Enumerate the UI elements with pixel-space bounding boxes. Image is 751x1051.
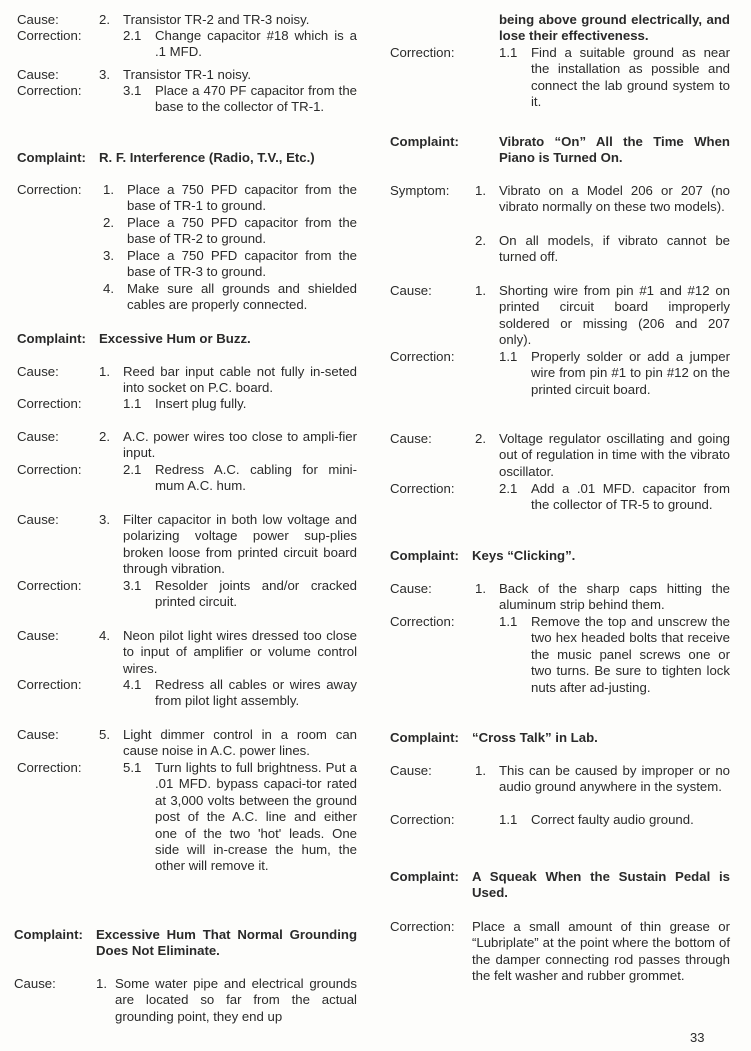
complaint-label: Complaint:	[390, 134, 459, 149]
complaint-heading	[390, 134, 730, 167]
correction-text: Add a .01 MFD. capacitor from the collector of TR-5 to ground.	[531, 481, 730, 513]
complaint-title: R. F. Interference (Radio, T.V., Etc.)	[99, 150, 315, 165]
correction-text: Change capacitor #18 which is a .1 MFD.	[155, 28, 357, 60]
cause-label: Cause:	[17, 364, 59, 379]
cause-label: Cause:	[17, 628, 59, 643]
correction-label: Correction:	[17, 396, 82, 411]
symptom-text: On all models, if vibrato cannot be turned off.	[499, 233, 730, 265]
cause-entry	[390, 581, 730, 614]
correction-text: Place a 750 PFD capacitor from the base of TR-1 to ground.	[127, 182, 357, 214]
item-number: 3.	[99, 512, 110, 527]
complaint-heading	[390, 548, 730, 564]
complaint-label: Complaint:	[17, 331, 86, 346]
cause-text-continued: being above ground electrically, and lose their effectiveness.	[499, 12, 730, 44]
correction-label: Correction:	[17, 28, 82, 43]
correction-entry	[17, 578, 357, 611]
cause-entry	[390, 763, 730, 796]
item-number: 3.	[99, 67, 110, 82]
cause-text: Filter capacitor in both low voltage and polarizing voltage power sup-plies broken loose from printed circuit board through vibration.	[123, 512, 357, 577]
page-number: 33	[690, 1030, 705, 1045]
correction-label: Correction:	[17, 677, 82, 692]
correction-entry	[17, 215, 357, 248]
symptom-entry	[390, 183, 730, 216]
cause-entry	[17, 512, 357, 578]
item-number: 3.	[103, 248, 114, 263]
cause-label: Cause:	[17, 67, 59, 82]
item-number: 4.1	[123, 677, 142, 692]
correction-text: Resolder joints and/or cracked printed circuit.	[155, 578, 357, 610]
cause-text: Neon pilot light wires dressed too close to input of amplifier or volume control wires.	[123, 628, 357, 676]
cause-label: Cause:	[390, 431, 432, 446]
item-number: 1.1	[123, 396, 142, 411]
cause-text: This can be caused by improper or no audio ground anywhere in the system.	[499, 763, 730, 795]
item-number: 3.1	[123, 578, 142, 593]
cause-text: Voltage regulator oscillating and going out of regulation in time with the vibrato oscillator.	[499, 431, 730, 479]
complaint-label: Complaint:	[390, 548, 459, 563]
cause-text: Back of the sharp caps hitting the aluminum strip behind them.	[499, 581, 730, 613]
symptom-text: Vibrato on a Model 206 or 207 (no vibrato normally on these two models).	[499, 183, 730, 215]
cause-label: Cause:	[14, 976, 56, 991]
correction-label: Correction:	[390, 481, 455, 496]
item-number: 2.1	[123, 462, 142, 477]
cause-entry	[17, 67, 357, 83]
cause-entry	[17, 628, 357, 677]
item-number: 1.	[103, 182, 114, 197]
correction-text: Turn lights to full brightness. Put a .01 MFD. bypass capaci-tor rated at 3,000 volts between the ground post of the A.C. line and either one of the two 'hot' leads. One side will in-crease the hum, the other will remove it.	[155, 760, 357, 874]
item-number: 2.	[475, 431, 486, 446]
cause-text: Transistor TR-2 and TR-3 noisy.	[123, 12, 310, 27]
correction-text: Properly solder or add a jumper wire from pin #1 to pin #12 on the printed circuit board.	[531, 349, 730, 397]
cause-label: Cause:	[390, 581, 432, 596]
correction-entry	[17, 28, 357, 61]
correction-text: Place a 470 PF capacitor from the base to the collector of TR-1.	[155, 83, 357, 115]
correction-label: Correction:	[17, 182, 82, 197]
complaint-title: Excessive Hum or Buzz.	[99, 331, 251, 346]
item-number: 1.1	[499, 349, 518, 364]
cause-label: Cause:	[17, 429, 59, 444]
correction-label: Correction:	[17, 760, 82, 775]
correction-label: Correction:	[17, 578, 82, 593]
correction-text: Remove the top and unscrew the two hex headed bolts that receive the music panel screws one or two turns. Be sure to tighten lock nuts after ad-justing.	[531, 614, 730, 695]
cause-entry	[17, 12, 357, 28]
correction-label: Correction:	[390, 45, 455, 60]
correction-label: Correction:	[390, 919, 455, 934]
symptom-entry	[390, 233, 730, 266]
correction-text: Redress all cables or wires away from pilot light assembly.	[155, 677, 357, 709]
cause-entry	[17, 727, 357, 760]
cause-text: Shorting wire from pin #1 and #12 on printed circuit board improperly soldered or missing (206 and 207 only).	[499, 283, 730, 348]
correction-entry	[390, 45, 730, 111]
item-number: 2.1	[499, 481, 518, 496]
complaint-title: Keys “Clicking”.	[472, 548, 576, 563]
complaint-heading	[390, 730, 730, 746]
correction-text: Make sure all grounds and shielded cables are properly connected.	[127, 281, 357, 313]
cause-text: A.C. power wires too close to ampli-fier input.	[123, 429, 357, 461]
cause-text: Transistor TR-1 noisy.	[123, 67, 251, 82]
correction-label: Correction:	[390, 349, 455, 364]
correction-entry	[17, 281, 357, 314]
correction-label: Correction:	[390, 812, 455, 827]
complaint-heading	[14, 927, 357, 960]
correction-entry	[390, 614, 730, 696]
item-number: 1.	[96, 976, 107, 991]
cause-label: Cause:	[390, 763, 432, 778]
complaint-label: Complaint:	[390, 730, 459, 745]
cause-entry	[390, 283, 730, 349]
correction-text: Correct faulty audio ground.	[531, 812, 694, 827]
correction-entry	[390, 481, 730, 514]
item-number: 4.	[99, 628, 110, 643]
cause-entry	[14, 976, 357, 1025]
cause-label: Cause:	[17, 12, 59, 27]
correction-label: Correction:	[17, 462, 82, 477]
correction-text: Insert plug fully.	[155, 396, 247, 411]
correction-entry	[17, 182, 357, 215]
cause-label: Cause:	[390, 283, 432, 298]
complaint-title: Vibrato “On” All the Time When Piano is Turned On.	[499, 134, 730, 166]
correction-text: Place a small amount of thin grease or “Lubriplate” at the point where the bottom of the damper connecting rod passes through the felt washer and rubber grommet.	[472, 919, 730, 984]
cause-label: Cause:	[17, 512, 59, 527]
correction-entry	[17, 677, 357, 710]
correction-entry	[17, 248, 357, 281]
complaint-heading	[17, 331, 357, 347]
item-number: 2.	[99, 12, 110, 27]
complaint-label: Complaint:	[14, 927, 83, 942]
complaint-heading	[390, 869, 730, 902]
correction-entry	[17, 83, 357, 116]
correction-text: Find a suitable ground as near the installation as possible and connect the lab ground system to it.	[531, 45, 730, 110]
item-number: 1.1	[499, 614, 518, 629]
correction-text: Place a 750 PFD capacitor from the base of TR-2 to ground.	[127, 215, 357, 247]
complaint-heading	[17, 150, 357, 166]
correction-entry	[17, 396, 357, 412]
item-number: 1.1	[499, 45, 518, 60]
complaint-title: “Cross Talk” in Lab.	[472, 730, 598, 745]
cause-entry	[17, 364, 357, 397]
complaint-title: Excessive Hum That Normal Grounding Does Not Eliminate.	[96, 927, 357, 959]
correction-entry	[17, 760, 357, 875]
complaint-label: Complaint:	[17, 150, 86, 165]
item-number: 1.	[475, 183, 486, 198]
item-number: 2.	[103, 215, 114, 230]
item-number: 2.	[475, 233, 486, 248]
cause-entry	[17, 429, 357, 462]
item-number: 4.	[103, 281, 114, 296]
item-number: 5.	[99, 727, 110, 742]
item-number: 3.1	[123, 83, 142, 98]
item-number: 1.	[475, 581, 486, 596]
correction-entry	[390, 812, 730, 828]
cause-label: Cause:	[17, 727, 59, 742]
correction-text: Place a 750 PFD capacitor from the base of TR-3 to ground.	[127, 248, 357, 280]
complaint-title: A Squeak When the Sustain Pedal is Used.	[472, 869, 730, 901]
item-number: 2.	[99, 429, 110, 444]
cause-text: Reed bar input cable not fully in-seted into socket on P.C. board.	[123, 364, 357, 396]
correction-entry	[390, 349, 730, 398]
correction-label: Correction:	[390, 614, 455, 629]
item-number: 1.	[99, 364, 110, 379]
complaint-label: Complaint:	[390, 869, 459, 884]
item-number: 2.1	[123, 28, 142, 43]
cause-text: Light dimmer control in a room can cause noise in A.C. power lines.	[123, 727, 357, 759]
item-number: 1.	[475, 283, 486, 298]
cause-entry	[390, 431, 730, 480]
item-number: 5.1	[123, 760, 142, 775]
symptom-label: Symptom:	[390, 183, 450, 198]
correction-entry	[17, 462, 357, 495]
cause-text: Some water pipe and electrical grounds are located so far from the actual grounding point, they end up	[115, 976, 357, 1024]
item-number: 1.1	[499, 812, 518, 827]
correction-entry	[390, 919, 730, 985]
item-number: 1.	[475, 763, 486, 778]
correction-label: Correction:	[17, 83, 82, 98]
correction-text: Redress A.C. cabling for mini-mum A.C. hum.	[155, 462, 357, 494]
